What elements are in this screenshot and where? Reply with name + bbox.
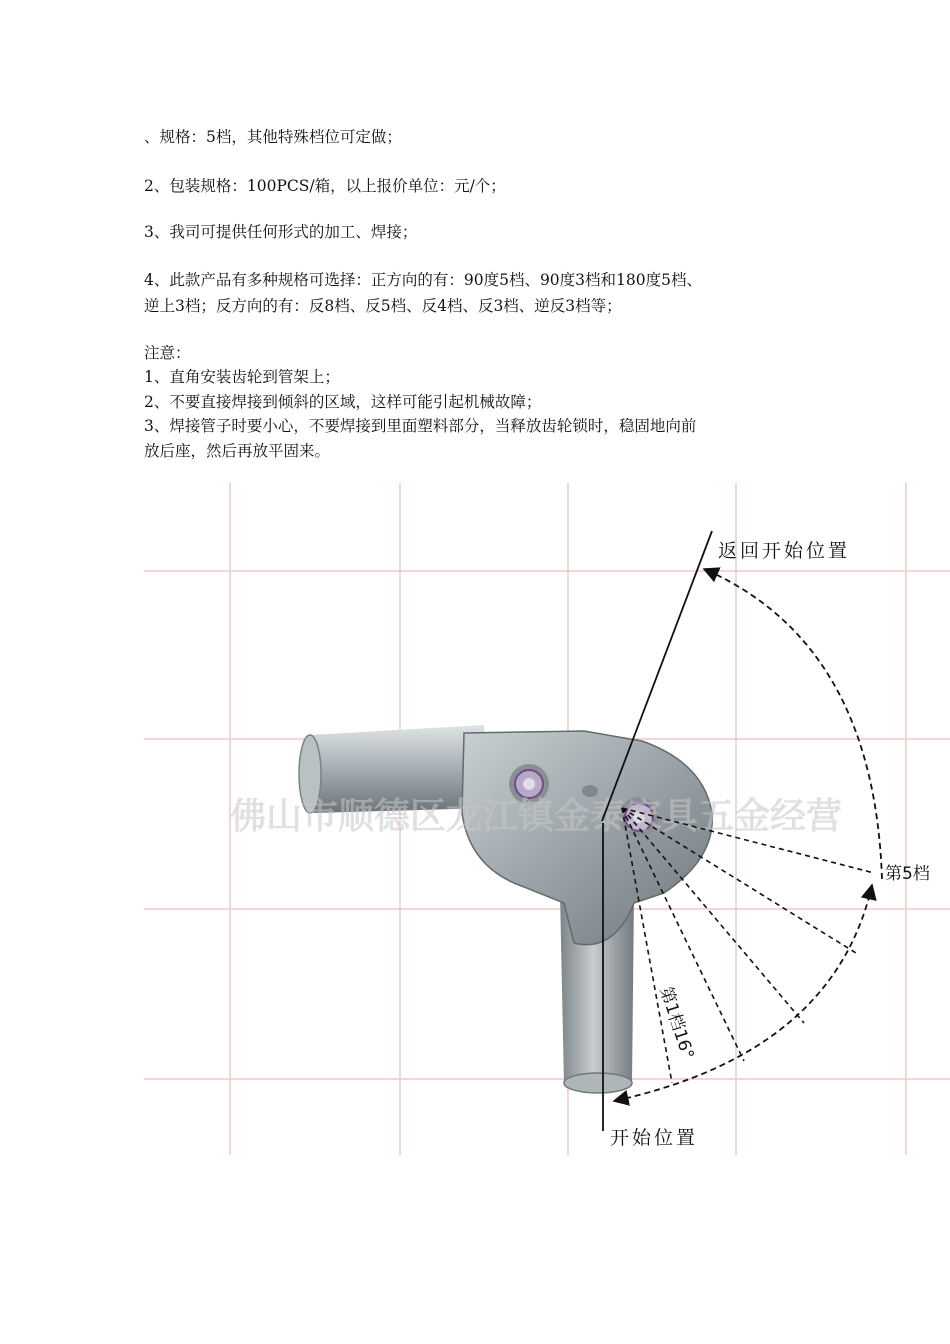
- processing-line: 3、我司可提供任何形式的加工、焊接；: [144, 223, 418, 241]
- label-gear-1-angle: 第1档16°: [655, 984, 698, 1062]
- notes-heading: 注意：: [144, 344, 191, 362]
- spec-line: 、规格：5档，其他特殊档位可定做；: [144, 128, 402, 146]
- label-return-start-position: 返回开始位置: [718, 540, 851, 562]
- packaging-line: 2、包装规格：100PCS/箱，以上报价单位：元/个；: [144, 177, 506, 195]
- options-line-2: 逆上3档；反方向的有：反8档、反5档、反4档、反3档、逆反3档等；: [144, 297, 622, 315]
- watermark: 佛山市顺德区龙江镇金泰家具五金经营: [230, 796, 843, 837]
- note-3-line-1: 3、焊接管子时要小心，不要焊接到里面塑料部分，当释放齿轮锁时，稳固地向前: [144, 417, 697, 435]
- gear-arc: [614, 885, 872, 1101]
- note-1: 1、直角安装齿轮到管架上；: [144, 368, 340, 386]
- note-2: 2、不要直接焊接到倾斜的区域，这样可能引起机械故障；: [144, 393, 542, 411]
- note-3-line-2: 放后座，然后再放平固来。: [144, 442, 331, 460]
- label-start-position: 开始位置: [610, 1127, 699, 1149]
- label-gear-5: 第5档: [885, 864, 930, 884]
- hinge-diagram: [144, 483, 950, 1155]
- options-line-1: 4、此款产品有多种规格可选择：正方向的有：90度5档、90度3档和180度5档、: [144, 271, 702, 289]
